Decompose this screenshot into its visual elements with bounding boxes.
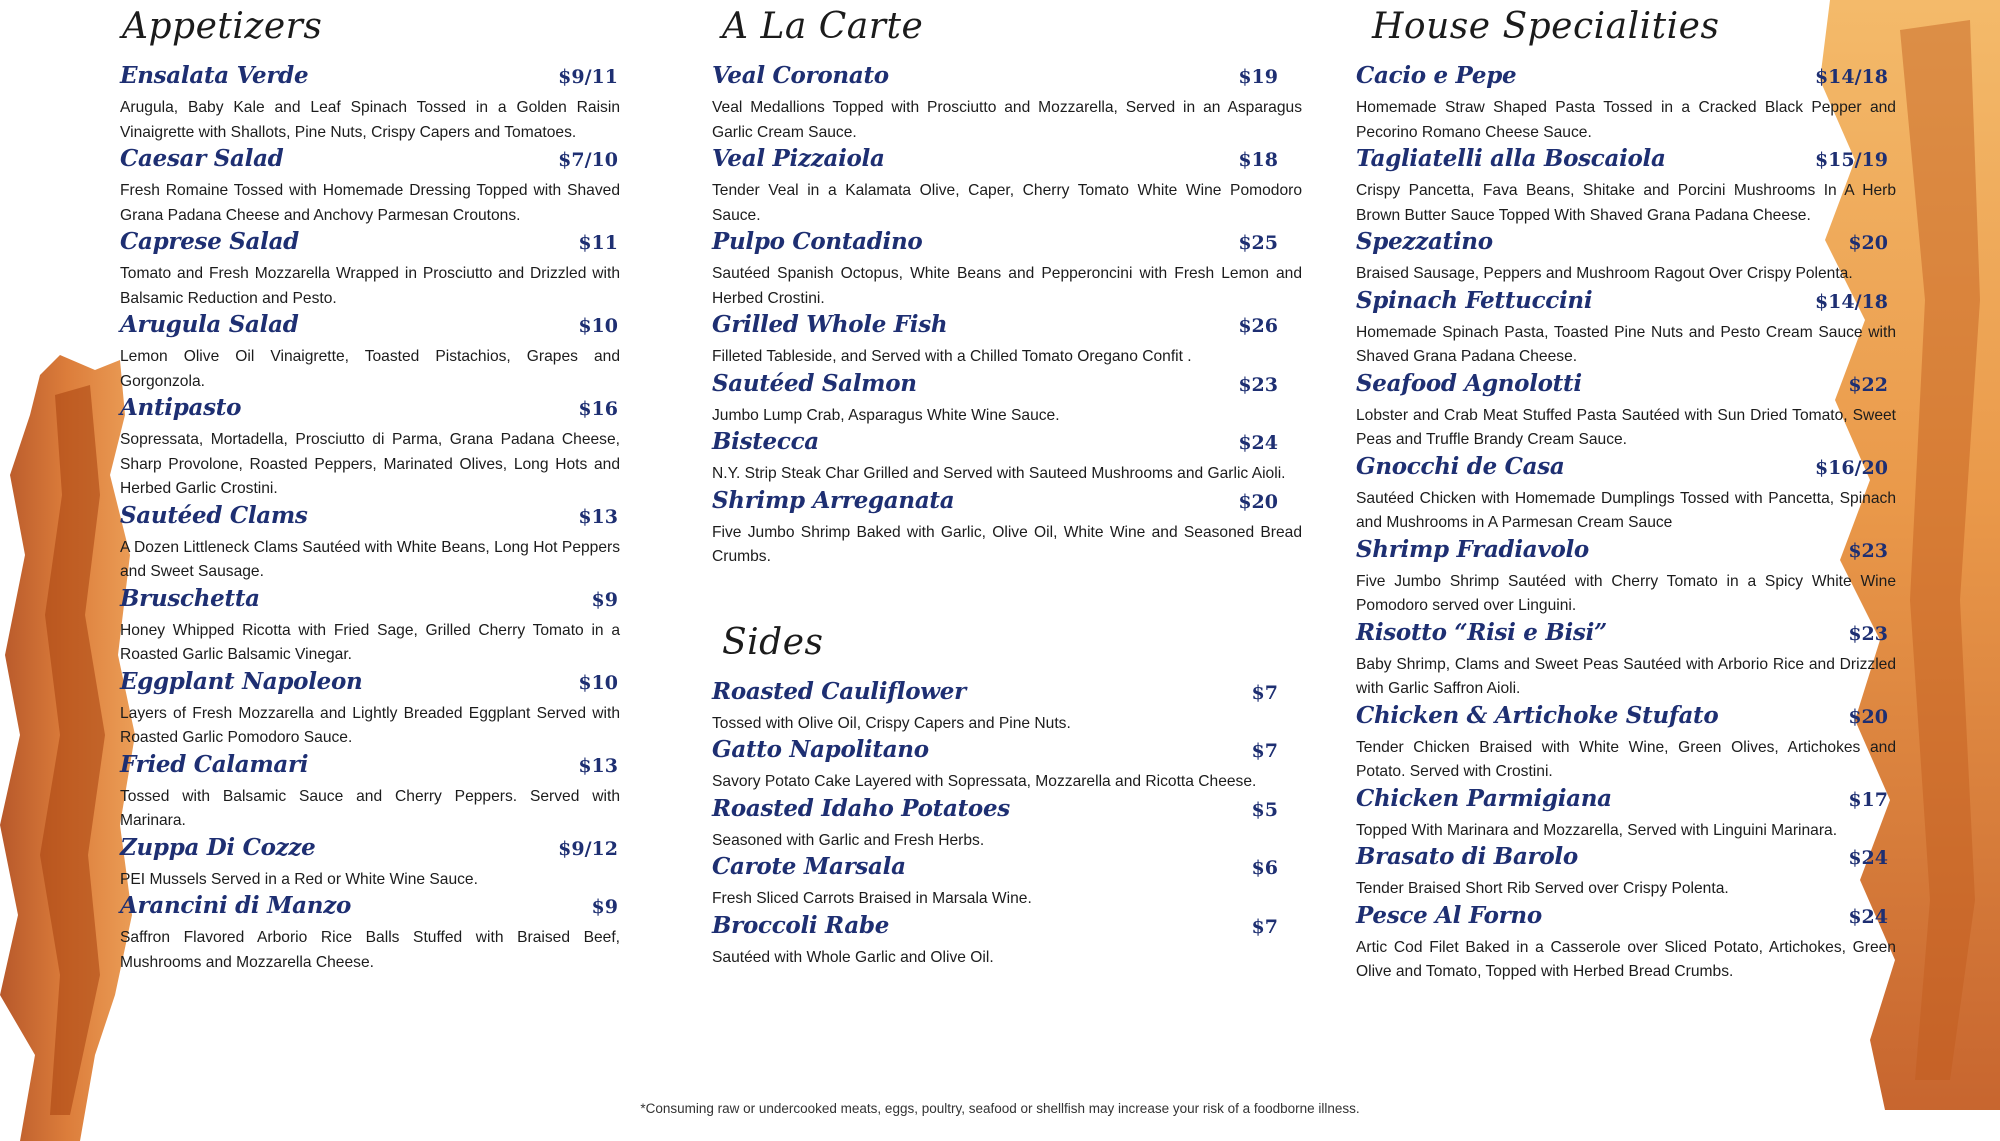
menu-item	[1356, 619, 1896, 702]
menu-item-name: Chicken & Artichoke Stufato	[1356, 701, 1719, 729]
menu-item-name: Shrimp Arreganata	[712, 486, 955, 514]
menu-item-price: $7	[1251, 740, 1278, 762]
sides-list	[712, 678, 1302, 971]
menu-item	[1356, 453, 1896, 536]
menu-item-description: Honey Whipped Ricotta with Fried Sage, Grilled Cherry Tomato in a Roasted Garlic Balsamic Vinegar.	[120, 621, 620, 663]
menu-item-header	[1356, 62, 1896, 96]
menu-item-name: Caprese Salad	[120, 228, 299, 255]
menu-item-description: Savory Potato Cake Layered with Sopressata, Mozzarella and Ricotta Cheese.	[712, 773, 1257, 790]
menu-item-description: Fresh Romaine Tossed with Homemade Dressing Topped with Shaved Grana Padana Cheese and Anchovy Parmesan Croutons.	[120, 182, 620, 224]
menu-item-price: $13	[578, 505, 618, 528]
menu-item-description: Sopressata, Mortadella, Prosciutto di Parma, Grana Padana Cheese, Sharp Provolone, Roasted Peppers, Marinated Olives, Long Hots and Herbed Garlic Crostini.	[120, 431, 620, 497]
menu-item-header	[120, 892, 620, 926]
menu-item-name: Antipasto	[120, 394, 242, 421]
menu-item-price: $7	[1251, 915, 1278, 938]
menu-item	[120, 502, 620, 585]
menu-item-header	[120, 62, 620, 96]
menu-item-description: Tomato and Fresh Mozzarella Wrapped in Prosciutto and Drizzled with Balsamic Reduction and Pesto.	[120, 265, 620, 307]
menu-item-header	[120, 145, 620, 179]
menu-item-description: Layers of Fresh Mozzarella and Lightly Breaded Eggplant Served with Roasted Garlic Pomodoro Sauce.	[120, 704, 620, 746]
menu-item-price: $20	[1848, 232, 1888, 254]
house-specialities-title: House Specialities	[1372, 6, 1720, 47]
menu-item-name: Carote Marsala	[712, 853, 906, 880]
menu-item-price: $26	[1238, 315, 1278, 337]
menu-item-header	[1356, 619, 1896, 653]
menu-item-price: $16	[578, 398, 618, 420]
menu-item	[712, 370, 1302, 429]
menu-item-price: $23	[1238, 373, 1278, 396]
menu-item	[120, 311, 620, 394]
menu-item-name: Sautéed Clams	[120, 501, 308, 529]
menu-item-description: Tender Veal in a Kalamata Olive, Caper, Cherry Tomato White Wine Pomodoro Sauce.	[712, 182, 1302, 224]
menu-item-price: $14/18	[1814, 290, 1888, 313]
menu-item	[712, 428, 1302, 487]
a-la-carte-list	[712, 62, 1302, 570]
menu-item-header	[712, 487, 1302, 521]
menu-item-header	[712, 678, 1302, 712]
menu-item-header	[120, 834, 620, 868]
menu-item-header	[1356, 228, 1896, 262]
menu-item-name: Risotto “Risi e Bisi”	[1356, 618, 1607, 646]
menu-item	[712, 145, 1302, 228]
menu-item-header	[712, 370, 1302, 404]
menu-item-name: Ensalata Verde	[120, 62, 309, 89]
menu-item-header	[1356, 785, 1896, 819]
menu-item-name: Shrimp Fradiavolo	[1356, 535, 1589, 563]
menu-item	[712, 853, 1302, 912]
menu-item-price: $25	[1238, 232, 1278, 254]
menu-item-name: Arugula Salad	[120, 311, 299, 338]
menu-item-name: Veal Coronato	[712, 62, 889, 89]
menu-item-price: $19	[1238, 66, 1278, 88]
menu-item-description: Lobster and Crab Meat Stuffed Pasta Sautéed with Sun Dried Tomato, Sweet Peas and Truffle Brandy Cream Sauce.	[1356, 406, 1896, 448]
menu-item-description: Sautéed with Whole Garlic and Olive Oil.	[712, 948, 994, 966]
menu-item-price: $7	[1251, 681, 1278, 704]
menu-item-name: Roasted Idaho Potatoes	[712, 794, 1010, 822]
menu-item-price: $17	[1848, 788, 1888, 811]
menu-item-description: Filleted Tableside, and Served with a Chilled Tomato Oregano Confit .	[712, 348, 1192, 365]
menu-item-description: Jumbo Lump Crab, Asparagus White Wine Sauce.	[712, 406, 1060, 424]
menu-item-price: $22	[1848, 373, 1888, 396]
menu-item-price: $10	[578, 315, 618, 337]
menu-item-price: $7/10	[558, 149, 618, 171]
menu-item-name: Spezzatino	[1356, 228, 1493, 255]
menu-item-header	[712, 62, 1302, 96]
menu-item-header	[712, 912, 1302, 946]
menu-item-price: $24	[1848, 847, 1888, 869]
menu-item	[1356, 228, 1896, 287]
menu-item	[712, 912, 1302, 971]
menu-item-price: $20	[1238, 490, 1278, 513]
menu-item-description: Artic Cod Filet Baked in a Casserole over Sliced Potato, Artichokes, Green Olive and Tomato, Topped with Herbed Bread Crumbs.	[1356, 938, 1896, 980]
menu-item-name: Veal Pizzaiola	[712, 145, 885, 172]
menu-item-description: Sautéed Chicken with Homemade Dumplings Tossed with Pancetta, Spinach and Mushrooms in A Parmesan Cream Sauce	[1356, 489, 1896, 531]
menu-item-header	[120, 394, 620, 428]
menu-item-price: $23	[1848, 622, 1888, 645]
menu-item-description: Lemon Olive Oil Vinaigrette, Toasted Pistachios, Grapes and Gorgonzola.	[120, 348, 620, 390]
menu-item	[120, 228, 620, 311]
menu-item	[120, 834, 620, 893]
house-specialities-column	[1356, 0, 1896, 985]
menu-item	[1356, 287, 1896, 370]
menu-item-price: $9/11	[558, 66, 618, 88]
menu-item	[1356, 145, 1896, 228]
menu-item-description: Tender Chicken Braised with White Wine, Green Olives, Artichokes and Potato. Served with Crostini.	[1356, 738, 1896, 780]
menu-item	[120, 668, 620, 751]
menu-item	[1356, 843, 1896, 902]
house-specialities-list	[1356, 62, 1896, 985]
menu-item-header	[120, 502, 620, 536]
menu-item-name: Arancini di Manzo	[120, 892, 352, 919]
menu-item-header	[712, 145, 1302, 179]
menu-item-price: $9/12	[558, 837, 618, 860]
menu-item-price: $24	[1238, 432, 1278, 454]
menu-item	[120, 892, 620, 975]
menu-item-name: Pulpo Contadino	[712, 228, 923, 255]
menu-item-name: Cacio e Pepe	[1356, 62, 1517, 89]
menu-item-header	[1356, 702, 1896, 736]
menu-item-name: Caesar Salad	[120, 145, 284, 172]
menu-item-description: Saffron Flavored Arborio Rice Balls Stuffed with Braised Beef, Mushrooms and Mozzarella Cheese.	[120, 929, 620, 971]
health-disclaimer-footnote: *Consuming raw or undercooked meats, eggs, poultry, seafood or shellfish may increase your risk of a foodborne illness.	[640, 1101, 1360, 1116]
menu-item	[712, 487, 1302, 570]
menu-item-header	[712, 311, 1302, 345]
menu-item-name: Fried Calamari	[120, 750, 309, 778]
menu-item-name: Pesce Al Forno	[1356, 901, 1542, 929]
menu-item-header	[120, 228, 620, 262]
a-la-carte-title: A La Carte	[722, 6, 924, 47]
menu-item	[712, 736, 1302, 795]
menu-item-header	[1356, 370, 1896, 404]
menu-item-description: Seasoned with Garlic and Fresh Herbs.	[712, 831, 985, 849]
menu-item-header	[712, 428, 1302, 462]
menu-item-price: $16/20	[1814, 456, 1888, 479]
menu-item-description: Crispy Pancetta, Fava Beans, Shitake and Porcini Mushrooms In A Herb Brown Butter Sauce Topped With Shaved Grana Padana Cheese.	[1356, 182, 1896, 224]
menu-item-description: Baby Shrimp, Clams and Sweet Peas Sautéed with Arborio Rice and Drizzled with Garlic Saffron Aioli.	[1356, 655, 1896, 697]
menu-item-price: $9	[591, 588, 618, 611]
menu-item-name: Brasato di Barolo	[1356, 843, 1578, 870]
menu-item-description: Tossed with Balsamic Sauce and Cherry Peppers. Served with Marinara.	[120, 787, 620, 829]
menu-item-description: Tossed with Olive Oil, Crispy Capers and Pine Nuts.	[712, 714, 1071, 732]
menu-item-name: Grilled Whole Fish	[712, 311, 948, 338]
menu-item-price: $23	[1848, 539, 1888, 562]
menu-item-price: $9	[591, 896, 618, 918]
menu-item-description: Homemade Spinach Pasta, Toasted Pine Nuts and Pesto Cream Sauce with Shaved Grana Padana Cheese.	[1356, 323, 1896, 365]
menu-item-name: Broccoli Rabe	[712, 911, 890, 939]
menu-item-price: $11	[578, 232, 618, 254]
menu-item-header	[120, 311, 620, 345]
menu-item-description: Homemade Straw Shaped Pasta Tossed in a Cracked Black Pepper and Pecorino Romano Cheese Sauce.	[1356, 99, 1896, 141]
menu-item-header	[1356, 843, 1896, 877]
menu-item-name: Tagliatelli alla Boscaiola	[1356, 145, 1666, 172]
sides-title: Sides	[722, 621, 824, 663]
menu-item-price: $14/18	[1814, 66, 1888, 88]
menu-item-description: Veal Medallions Topped with Prosciutto and Mozzarella, Served in an Asparagus Garlic Cream Sauce.	[712, 99, 1302, 141]
menu-item-header	[1356, 145, 1896, 179]
appetizers-column	[120, 0, 620, 975]
menu-item-name: Spinach Fettuccini	[1356, 286, 1593, 314]
menu-item-description: Arugula, Baby Kale and Leaf Spinach Tossed in a Golden Raisin Vinaigrette with Shallots, Pine Nuts, Crispy Capers and Tomatoes.	[120, 99, 620, 141]
menu-item-name: Roasted Cauliflower	[712, 677, 966, 705]
menu-item-price: $13	[578, 754, 618, 777]
menu-item	[712, 795, 1302, 854]
menu-item-name: Bistecca	[712, 428, 819, 455]
menu-item-header	[120, 751, 620, 785]
menu-item-price: $20	[1848, 705, 1888, 728]
menu-item	[712, 311, 1302, 370]
menu-item	[120, 585, 620, 668]
menu-item-name: Chicken Parmigiana	[1356, 784, 1612, 812]
menu-item	[120, 751, 620, 834]
menu-item-description: Five Jumbo Shrimp Baked with Garlic, Olive Oil, White Wine and Seasoned Bread Crumbs.	[712, 523, 1302, 565]
menu-item-header	[712, 795, 1302, 829]
menu-item-name: Zuppa Di Cozze	[120, 833, 316, 861]
menu-item-description: Sautéed Spanish Octopus, White Beans and Pepperoncini with Fresh Lemon and Herbed Crostini.	[712, 265, 1302, 307]
menu-item	[712, 228, 1302, 311]
menu-item-description: Fresh Sliced Carrots Braised in Marsala Wine.	[712, 890, 1032, 907]
menu-item-header	[1356, 536, 1896, 570]
menu-item	[1356, 902, 1896, 985]
menu-item-price: $10	[578, 671, 618, 694]
menu-item	[120, 145, 620, 228]
menu-item-description: Braised Sausage, Peppers and Mushroom Ragout Over Crispy Polenta.	[1356, 265, 1853, 282]
menu-item-name: Gatto Napolitano	[712, 736, 929, 763]
a-la-carte-column	[712, 0, 1302, 970]
menu-item-name: Bruschetta	[120, 584, 260, 612]
menu-item-header	[712, 228, 1302, 262]
menu-item	[712, 678, 1302, 737]
menu-item-name: Sautéed Salmon	[712, 369, 917, 397]
menu-item-description: Topped With Marinara and Mozzarella, Served with Linguini Marinara.	[1356, 821, 1838, 839]
menu-item-name: Seafood Agnolotti	[1356, 369, 1582, 397]
menu-item-header	[1356, 287, 1896, 321]
menu-item-description: Five Jumbo Shrimp Sautéed with Cherry Tomato in a Spicy White Wine Pomodoro served over Linguini.	[1356, 572, 1896, 614]
menu-item-price: $24	[1848, 905, 1888, 928]
menu-item	[712, 62, 1302, 145]
menu-item-price: $5	[1251, 798, 1278, 821]
menu-item	[1356, 702, 1896, 785]
menu-item-price: $18	[1238, 149, 1278, 171]
menu-item	[1356, 62, 1896, 145]
menu-item-price: $6	[1251, 857, 1278, 879]
menu-item	[1356, 370, 1896, 453]
appetizers-list	[120, 62, 620, 975]
menu-item-name: Gnocchi de Casa	[1356, 452, 1565, 480]
menu-item-header	[1356, 902, 1896, 936]
appetizers-title: Appetizers	[122, 6, 323, 47]
menu-item	[1356, 785, 1896, 844]
menu-item	[1356, 536, 1896, 619]
menu-item	[120, 62, 620, 145]
menu-item-description: A Dozen Littleneck Clams Sautéed with White Beans, Long Hot Peppers and Sweet Sausage.	[120, 538, 620, 580]
menu-item-description: PEI Mussels Served in a Red or White Wine Sauce.	[120, 870, 478, 888]
menu-item-header	[120, 585, 620, 619]
menu-item-description: N.Y. Strip Steak Char Grilled and Served with Sauteed Mushrooms and Garlic Aioli.	[712, 465, 1286, 482]
menu-item-description: Tender Braised Short Rib Served over Crispy Polenta.	[1356, 880, 1729, 897]
menu-item-header	[712, 853, 1302, 887]
menu-item	[120, 394, 620, 502]
menu-item-header	[1356, 453, 1896, 487]
menu-item-name: Eggplant Napoleon	[120, 667, 363, 695]
menu-item-header	[120, 668, 620, 702]
menu-item-header	[712, 736, 1302, 770]
menu-item-price: $15/19	[1814, 149, 1888, 171]
